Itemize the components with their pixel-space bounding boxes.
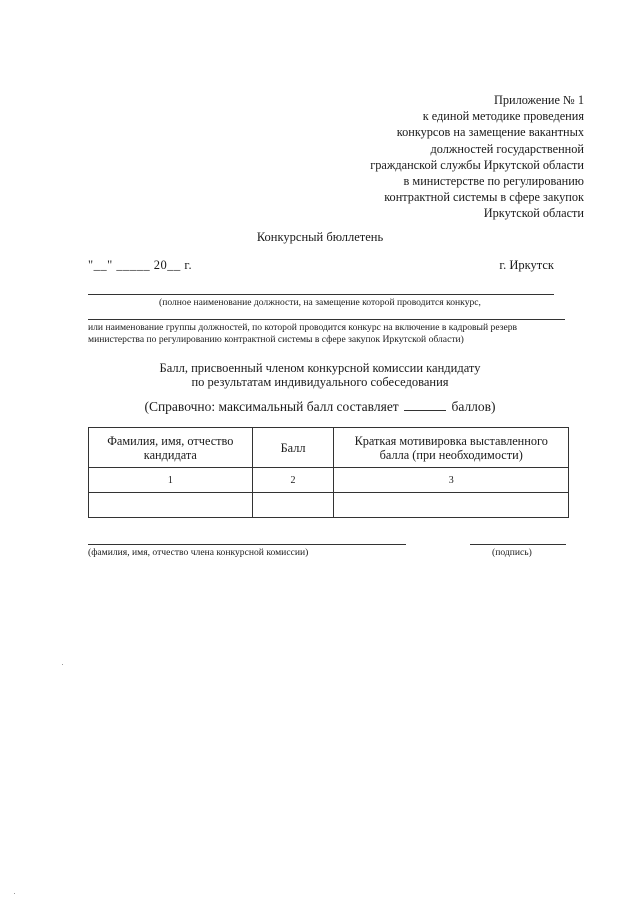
header-score: Балл bbox=[252, 428, 334, 468]
score-heading bbox=[0, 361, 640, 389]
header-candidate-name: Фамилия, имя, отчество кандидата bbox=[89, 428, 253, 468]
appendix-line: гражданской службы Иркутской области bbox=[370, 157, 584, 172]
group-caption-line1: или наименование группы должностей, по которой проводится конкурс на включение в кадровый резерв bbox=[88, 322, 518, 333]
date-line: "__" _____ 20__ г. bbox=[88, 258, 193, 272]
signature-caption: (подпись) bbox=[492, 547, 532, 558]
group-caption-line2: министерства по регулированию контрактной системы в сфере закупок Иркутской области) bbox=[88, 334, 464, 345]
table-row bbox=[89, 493, 569, 518]
header-motivation: Краткая мотивировка выставленного балла (при необходимости) bbox=[334, 428, 569, 468]
position-name-caption: (полное наименование должности, на замещение которой проводится конкурс, bbox=[159, 297, 481, 308]
signature-line bbox=[470, 544, 566, 545]
column-number-2: 2 bbox=[252, 468, 334, 493]
appendix-line: в министерстве по регулированию bbox=[403, 174, 584, 189]
appendix-line: к единой методике проведения bbox=[422, 109, 584, 124]
reference-text-after: баллов) bbox=[451, 399, 496, 414]
appendix-line: Иркутской области bbox=[483, 206, 584, 221]
appendix-line: контрактной системы в сфере закупок bbox=[384, 190, 584, 205]
scan-speck bbox=[62, 664, 63, 665]
table-header-row bbox=[89, 428, 569, 468]
reference-text-before: (Справочно: максимальный балл составляет bbox=[144, 399, 399, 414]
document-title: Конкурсный бюллетень bbox=[256, 230, 384, 244]
member-name-line bbox=[88, 544, 406, 545]
score-heading-line1: Балл, присвоенный членом конкурсной комиссии кандидату bbox=[159, 361, 481, 375]
appendix-line: должностей государственной bbox=[430, 141, 584, 156]
max-score-reference bbox=[0, 398, 640, 415]
ballot-table bbox=[88, 427, 569, 518]
column-number-1: 1 bbox=[89, 468, 253, 493]
member-name-caption: (фамилия, имя, отчество члена конкурсной комиссии) bbox=[88, 547, 309, 558]
position-name-line bbox=[88, 294, 554, 295]
appendix-line: Приложение № 1 bbox=[493, 93, 584, 107]
score-heading-line2: по результатам индивидуального собеседования bbox=[191, 375, 449, 389]
score-cell bbox=[252, 493, 334, 518]
column-number-3: 3 bbox=[334, 468, 569, 493]
appendix-header bbox=[370, 92, 584, 222]
table-number-row bbox=[89, 468, 569, 493]
appendix-line: конкурсов на замещение вакантных bbox=[396, 125, 584, 140]
city-label: г. Иркутск bbox=[499, 258, 554, 272]
motivation-cell bbox=[334, 493, 569, 518]
max-score-blank bbox=[404, 398, 446, 411]
group-name-line bbox=[88, 319, 565, 320]
candidate-name-cell bbox=[89, 493, 253, 518]
scan-speck bbox=[14, 893, 15, 894]
